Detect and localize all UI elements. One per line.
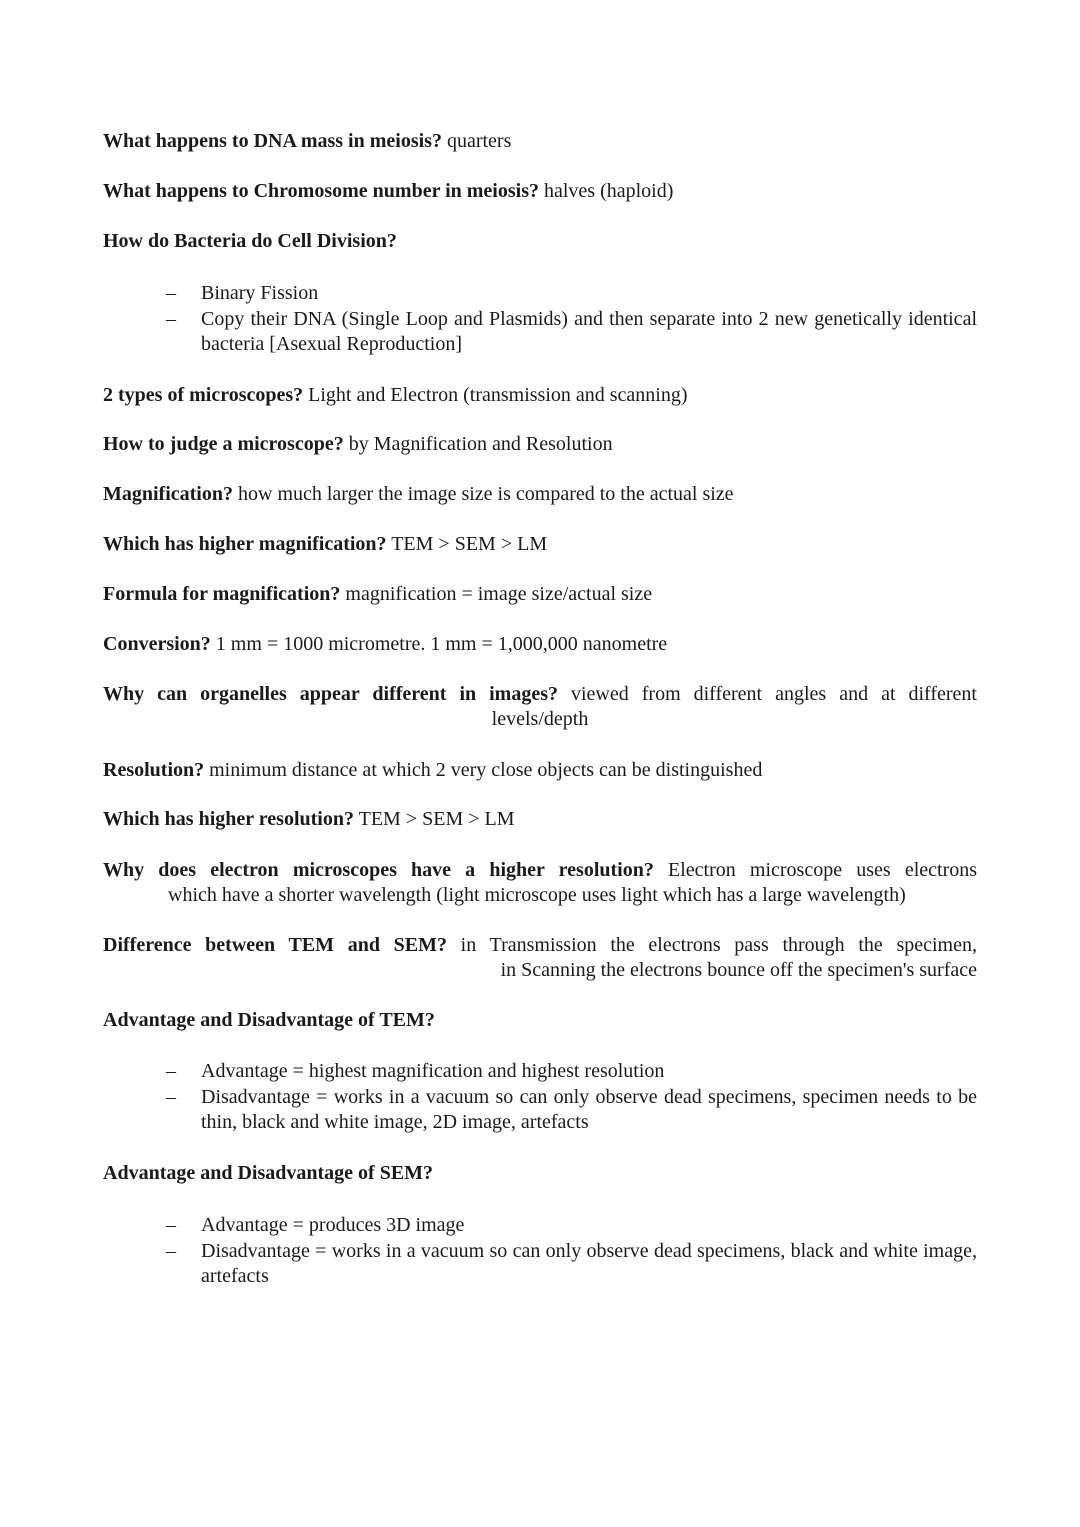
question: Difference between TEM and SEM? xyxy=(103,934,447,956)
qa-tem-pros-cons xyxy=(103,1008,977,1033)
answer: viewed from different angles and at different xyxy=(571,683,977,705)
dash-marker: – xyxy=(166,1214,176,1236)
question: Advantage and Disadvantage of TEM? xyxy=(103,1009,435,1031)
question: What happens to Chromosome number in meiosis? xyxy=(103,180,539,202)
list-item-text: Binary Fission xyxy=(201,282,319,304)
question: Conversion? xyxy=(103,633,211,655)
qa-organelles-appearance xyxy=(103,682,977,732)
qa-higher-resolution xyxy=(103,807,977,832)
dash-marker: – xyxy=(166,1060,176,1082)
answer-continuation: which have a shorter wavelength (light microscope uses light which has a large wavelength) xyxy=(168,884,906,906)
dash-marker: – xyxy=(166,308,176,330)
list-item xyxy=(166,1239,977,1289)
list-item xyxy=(166,307,977,357)
question: Magnification? xyxy=(103,483,233,505)
list-item xyxy=(166,1213,977,1238)
answer: TEM > SEM > LM xyxy=(358,808,515,830)
qa-magnification-formula xyxy=(103,582,977,607)
qa-judge-microscope xyxy=(103,432,977,457)
list-item-text: Copy their DNA (Single Loop and Plasmids) and then separate into 2 new genetically identical bacteria [Asexual Reproduction] xyxy=(201,308,977,355)
first-line xyxy=(103,933,977,958)
list-item-text: Advantage = highest magnification and highest resolution xyxy=(201,1060,665,1082)
question: How to judge a microscope? xyxy=(103,433,344,455)
qa-dna-mass xyxy=(103,129,977,154)
list-item-text: Advantage = produces 3D image xyxy=(201,1214,465,1236)
dash-marker: – xyxy=(166,1240,176,1262)
question: 2 types of microscopes? xyxy=(103,384,304,406)
question: Which has higher resolution? xyxy=(103,808,354,830)
list-item-text: Disadvantage = works in a vacuum so can only observe dead specimens, black and white image, artefacts xyxy=(201,1240,977,1287)
answer: Light and Electron (transmission and scanning) xyxy=(308,384,688,406)
answer-continuation: levels/depth xyxy=(491,708,589,730)
answer: TEM > SEM > LM xyxy=(391,533,548,555)
answer: Electron microscope uses electrons xyxy=(668,859,978,881)
first-line xyxy=(103,682,977,707)
list-item xyxy=(166,1059,977,1084)
qa-higher-magnification xyxy=(103,532,977,557)
question: How do Bacteria do Cell Division? xyxy=(103,230,397,252)
answer: magnification = image size/actual size xyxy=(345,583,653,605)
dash-marker: – xyxy=(166,1086,176,1108)
qa-sem-pros-cons xyxy=(103,1161,977,1186)
qa-bacteria-division xyxy=(103,229,977,254)
qa-chromosome-number xyxy=(103,179,977,204)
list-item xyxy=(166,281,977,306)
qa-conversion xyxy=(103,632,977,657)
answer: 1 mm = 1000 micrometre. 1 mm = 1,000,000 nanometre xyxy=(215,633,668,655)
question: Formula for magnification? xyxy=(103,583,341,605)
answer: quarters xyxy=(446,130,512,152)
answer: minimum distance at which 2 very close objects can be distinguished xyxy=(209,759,763,781)
question: Why does electron microscopes have a higher resolution? xyxy=(103,859,654,881)
question: Why can organelles appear different in images? xyxy=(103,683,558,705)
question: What happens to DNA mass in meiosis? xyxy=(103,130,442,152)
list-item-text: Disadvantage = works in a vacuum so can only observe dead specimens, specimen needs to be thin, black and white image, 2D image, artefacts xyxy=(201,1086,977,1133)
question: Advantage and Disadvantage of SEM? xyxy=(103,1162,434,1184)
list-item xyxy=(166,1085,977,1135)
qa-resolution xyxy=(103,758,977,783)
first-line xyxy=(103,858,977,883)
answer: by Magnification and Resolution xyxy=(348,433,613,455)
qa-microscope-types xyxy=(103,383,977,408)
qa-electron-resolution xyxy=(103,858,977,908)
qa-magnification xyxy=(103,482,977,507)
answer: in Transmission the electrons pass through the specimen, xyxy=(460,934,977,956)
dash-marker: – xyxy=(166,282,176,304)
tem-bullet-list xyxy=(166,1059,977,1136)
question: Resolution? xyxy=(103,759,205,781)
answer: how much larger the image size is compared to the actual size xyxy=(238,483,734,505)
question: Which has higher magnification? xyxy=(103,533,387,555)
answer: halves (haploid) xyxy=(543,180,674,202)
answer-continuation: in Scanning the electrons bounce off the specimen's surface xyxy=(500,959,977,981)
bacteria-bullet-list xyxy=(166,281,977,358)
qa-tem-vs-sem xyxy=(103,933,977,983)
sem-bullet-list xyxy=(166,1213,977,1290)
